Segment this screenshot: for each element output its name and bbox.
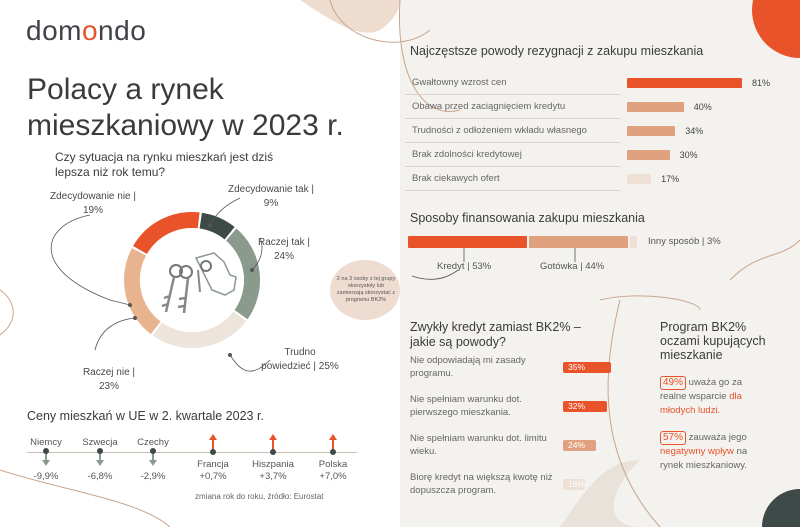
bk2-bar: 35%: [563, 362, 611, 373]
program-point-1: [660, 376, 770, 418]
bk2-reason-label: Biorę kredyt na większą kwotę niż dopuszcza program.: [410, 472, 553, 496]
bk2-reason-label: Nie odpowiadają mi zasady programu.: [410, 355, 526, 379]
prices-axis: [27, 452, 357, 453]
page-title: Polacy a rynek mieszkaniowy w 2023 r.: [27, 73, 344, 142]
program-p1-text: uważa go za realne wsparcie: [660, 377, 742, 402]
program-p2-pct: 57%: [660, 431, 686, 445]
resign-bar: [627, 102, 684, 112]
resign-value: 17%: [661, 174, 680, 184]
country-change: -2,9%: [140, 471, 166, 482]
program-p1-highlight: dla młodych ludzi.: [660, 391, 742, 416]
bk2-bar: 16%: [563, 479, 585, 490]
country-name: Niemcy: [30, 437, 62, 448]
country-change: +7,0%: [319, 471, 347, 482]
country-change: +0,7%: [199, 471, 227, 482]
finance-heading: Sposoby finansowania zakupu mieszkania: [410, 211, 645, 225]
prices-source: zmiana rok do roku, źródło: Eurostat: [195, 492, 324, 501]
resign-divider: [405, 142, 620, 143]
label-rather-no: Raczej nie | 23%: [82, 367, 136, 392]
bk2-reason-label: Nie spełniam warunku dot. pierwszego mieszkania.: [410, 394, 522, 418]
resign-bar: [627, 126, 675, 136]
program-heading: Program BK2% oczami kupujących mieszkanie: [660, 320, 766, 362]
finance-cash-label: Gotówka | 44%: [540, 261, 605, 272]
label-strongly-no: Zdecydowanie nie | 19%: [50, 191, 136, 216]
resign-reason-label: Obawa przed zaciągnięciem kredytu: [412, 101, 566, 112]
program-point-2: [660, 431, 770, 473]
resign-reason-label: Gwałtowny wzrost cen: [412, 77, 507, 88]
finance-leaders: [400, 240, 650, 280]
program-p2-text2: na rynek mieszkaniowy.: [660, 446, 748, 471]
resign-value: 81%: [752, 78, 771, 88]
finance-other-label: Inny sposób | 3%: [648, 236, 721, 247]
bk2-heading: Zwykły kredyt zamiast BK2% – jakie są powody?: [410, 320, 581, 349]
country-change: +3,7%: [259, 471, 287, 482]
domondo-logo[interactable]: domondo: [26, 15, 147, 46]
resign-reason-label: Trudności z odłożeniem wkładu własnego: [412, 125, 587, 136]
country-name: Hiszpania: [252, 459, 294, 470]
resign-reason-label: Brak zdolności kredytowej: [412, 149, 522, 160]
resign-bar: [627, 150, 670, 160]
resign-divider: [405, 118, 620, 119]
country-name: Francja: [197, 459, 229, 470]
finance-credit-label: Kredyt | 53%: [437, 261, 492, 272]
resign-value: 40%: [693, 102, 712, 112]
country-name: Polska: [318, 459, 348, 470]
country-change: -6,8%: [87, 471, 113, 482]
bk2-bar: 24%: [563, 440, 596, 451]
bk2-reason-label: Nie spełniam warunku dot. limitu wieku.: [410, 433, 547, 457]
resign-bar: [627, 174, 651, 184]
label-rather-yes: Raczej tak | 24%: [257, 237, 311, 262]
survey-question: Czy sytuacja na rynku mieszkań jest dziś lepsza niż rok temu?: [55, 150, 274, 179]
program-p1-pct: 49%: [660, 376, 686, 390]
resign-bar: [627, 78, 742, 88]
donut-hole: [140, 228, 244, 332]
country-change: -9,9%: [33, 471, 59, 482]
label-strongly-yes: Zdecydowanie tak | 9%: [228, 184, 314, 209]
label-hard-to-say: Trudno powiedzieć | 25%: [261, 347, 339, 372]
country-name: Czechy: [137, 437, 169, 448]
resign-divider: [405, 94, 620, 95]
finance-note: 2 na 3 osoby z tej grupy skorzystoły lub zamierzają skorzystać z programu BK2%: [336, 276, 396, 303]
bk2-bar: 32%: [563, 401, 607, 412]
resign-value: 30%: [679, 150, 698, 160]
program-p2-text: zauważa jego: [688, 432, 747, 443]
resign-reason-label: Brak ciekawych ofert: [412, 173, 500, 184]
resign-value: 34%: [685, 126, 704, 136]
resign-divider: [405, 166, 620, 167]
resign-divider: [405, 190, 620, 191]
country-name: Szwecja: [82, 437, 118, 448]
resign-heading: Najczęstsze powody rezygnacji z zakupu mieszkania: [410, 44, 704, 58]
prices-heading: Ceny mieszkań w UE w 2. kwartale 2023 r.: [27, 409, 264, 423]
program-p2-highlight: negatywny wpływ: [660, 446, 734, 457]
